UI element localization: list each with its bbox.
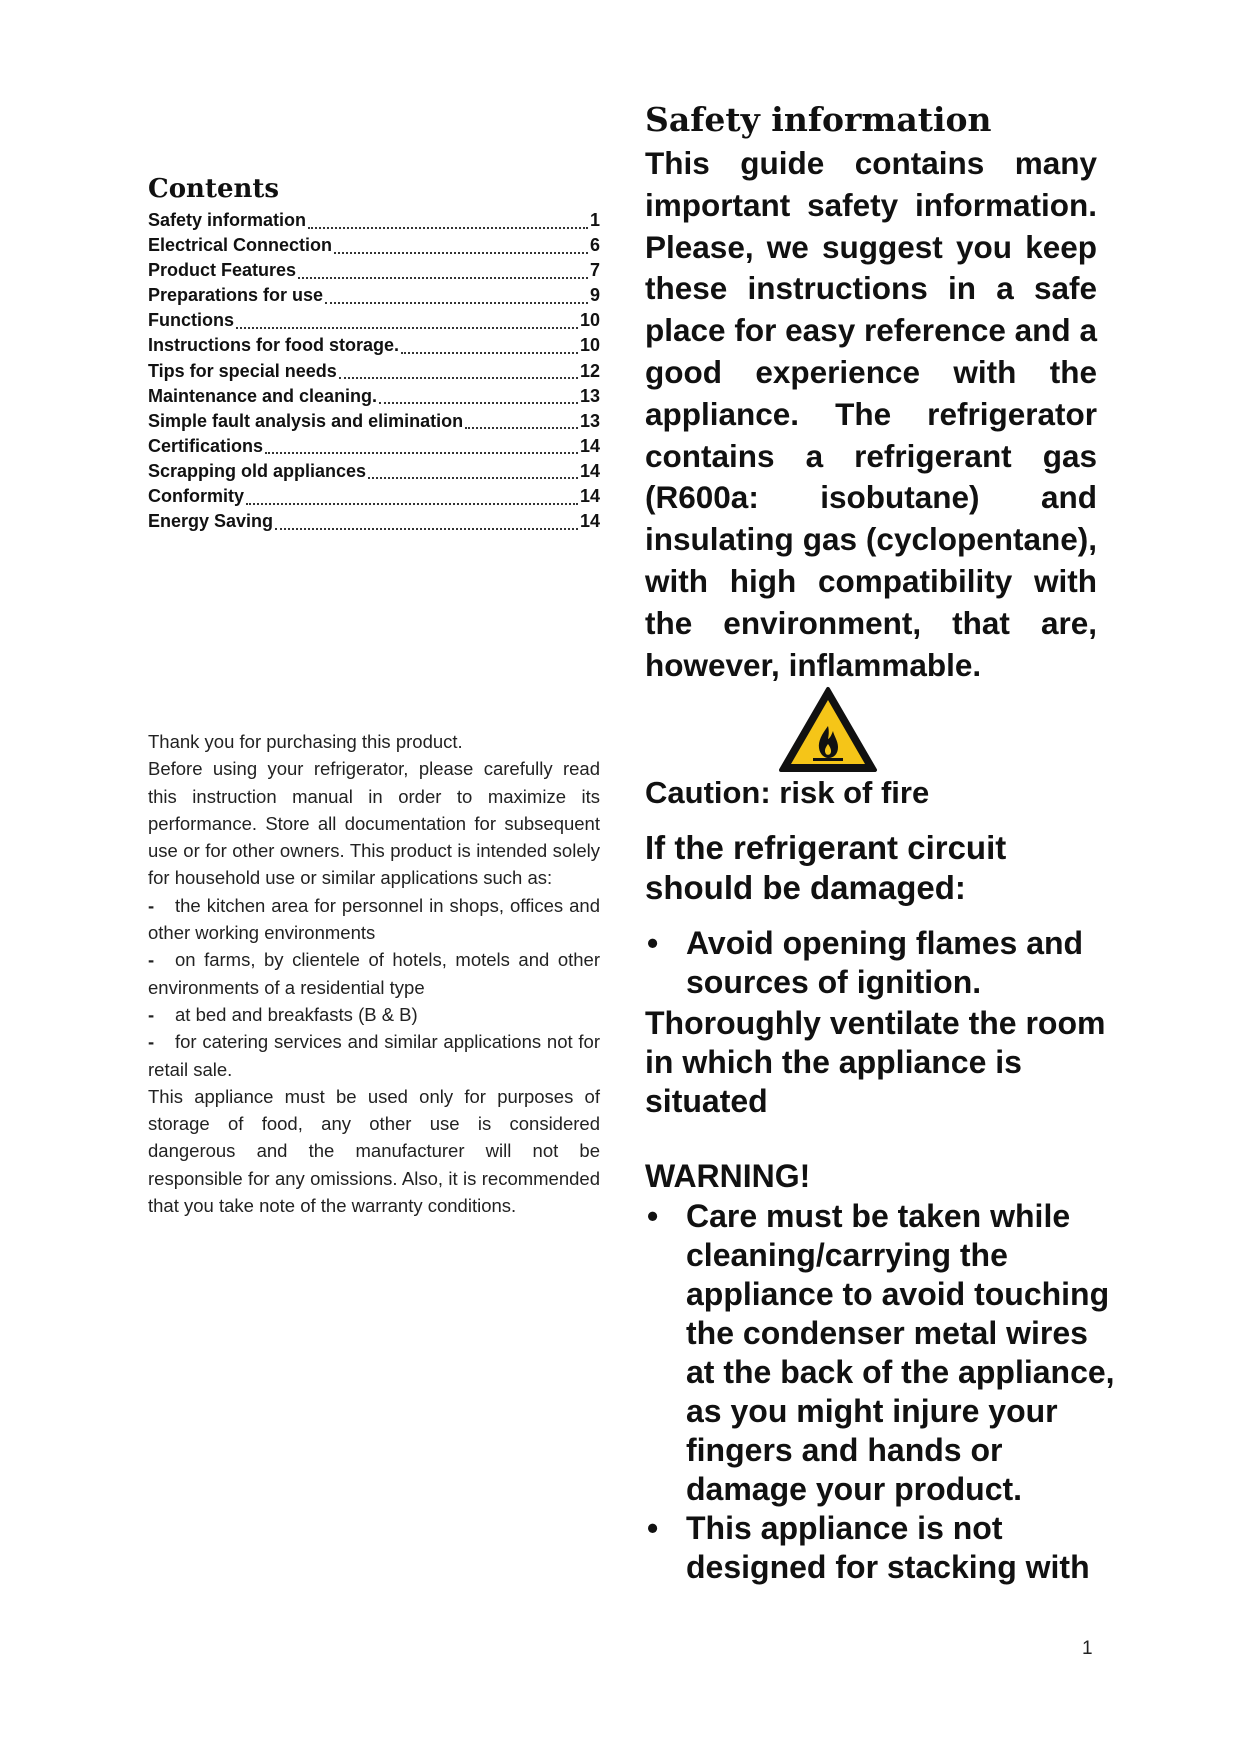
toc-item-maintenance-cleaning[interactable] [148,386,600,411]
dash-bullet: - [148,1003,155,1025]
toc-item-tips-special-needs[interactable] [148,361,600,386]
toc-item-product-features[interactable] [148,260,600,285]
dash-bullet: - [148,1031,155,1053]
toc-leader-dots [298,277,588,279]
toc-leader-dots [339,377,578,379]
toc-label: Electrical Connection [148,235,333,256]
page-number: 1 [1082,1638,1093,1659]
warning-text: Care must be taken while cleaning/carrying the appliance to avoid touching the condenser metal wires at the back of the appliance, as you might injure your fingers and hands or damage your product. [686,1198,1115,1507]
toc-item-conformity[interactable] [148,486,600,511]
contents-title: Contents [148,174,280,204]
ventilate-text: Thoroughly ventilate the room in which the appliance is situated [645,1005,1106,1119]
list-item [645,1509,1115,1587]
toc-label: Maintenance and cleaning. [148,385,378,406]
toc-label: Preparations for use [148,285,324,306]
toc-page-number: 10 [579,310,600,331]
toc-label: Product Features [148,260,297,281]
toc-item-food-storage[interactable] [148,335,600,360]
toc-leader-dots [275,528,578,530]
toc-leader-dots [236,327,578,329]
dash-bullet: - [148,894,155,916]
toc-label: Safety information [148,210,307,230]
warning-list [645,1197,1115,1587]
warning-text: This appliance is not designed for stacking with [686,1510,1090,1585]
table-of-contents [148,210,600,536]
toc-page-number: 14 [579,435,600,456]
toc-label: Tips for special needs [148,360,337,381]
toc-leader-dots [379,402,578,404]
toc-label: Simple fault analysis and elimination [148,410,464,431]
toc-leader-dots [334,252,588,254]
toc-page-number: 1 [589,210,600,230]
toc-page-number: 9 [589,285,600,306]
toc-leader-dots [308,227,588,229]
toc-leader-dots [401,352,578,354]
toc-label: Instructions for food storage. [148,335,400,356]
toc-label: Scrapping old appliances [148,460,367,481]
toc-leader-dots [246,503,578,505]
toc-item-energy-saving[interactable] [148,511,600,536]
intro-text [148,728,600,1219]
toc-item-fault-analysis[interactable] [148,411,600,436]
toc-page-number: 10 [579,335,600,356]
intro-bullet [148,892,600,947]
intro-bullet [148,1001,600,1028]
warning-title: WARNING! [645,1158,811,1194]
intro-bullet-text: at bed and breakfasts (B & B) [175,1003,418,1025]
toc-page-number: 7 [589,260,600,281]
toc-label: Certifications [148,435,264,456]
toc-item-functions[interactable] [148,310,600,335]
toc-item-electrical-connection[interactable] [148,235,600,260]
toc-leader-dots [265,452,578,454]
toc-page-number: 14 [579,511,600,532]
toc-label: Conformity [148,486,244,507]
safety-heading: Safety information [645,100,992,139]
intro-bullet [148,946,600,1001]
toc-item-scrapping[interactable] [148,461,600,486]
toc-page-number: 14 [579,486,600,507]
toc-page-number: 13 [579,385,600,406]
toc-leader-dots [325,302,588,304]
toc-label: Functions [148,310,234,331]
toc-page-number: 6 [589,235,600,256]
intro-bullet [148,1028,600,1083]
toc-leader-dots [368,477,578,479]
closing-paragraph: This appliance must be used only for purposes of storage of food, any other use is considered dangerous and the manufacturer will not be responsible for any omissions. Also, it is recommended that you take note of the warranty conditions. [148,1085,600,1217]
toc-page-number: 14 [579,460,600,481]
damaged-heading: If the refrigerant circuit should be damaged: [645,829,1007,906]
toc-page-number: 12 [579,360,600,381]
intro-bullet-text: the kitchen area for personnel in shops, offices and other working environments [148,894,600,944]
thanks-line: Thank you for purchasing this product. [148,731,463,752]
intro-bullet-text: on farms, by clientele of hotels, motels and other environments of a residential type [148,949,600,998]
list-item [645,924,1115,1002]
intro-paragraph: Before using your refrigerator, please carefully read this instruction manual in order to maximize its performance. Store all documentation for subsequent use or for other owners. This product is intended solely for household use or similar applications such as: [148,758,600,889]
flammable-warning-triangle-icon [778,686,878,774]
intro-bullet-text: for catering services and similar applications not for retail sale. [148,1031,600,1080]
toc-item-safety-information[interactable] [148,210,600,235]
toc-item-certifications[interactable] [148,436,600,461]
avoid-text: Avoid opening flames and sources of ignition. [686,925,1084,1000]
avoid-list [645,924,1115,1002]
dash-bullet: - [148,949,155,971]
list-item [645,1197,1115,1509]
toc-leader-dots [465,427,578,429]
safety-body: This guide contains many important safety information. Please, we suggest you keep these instructions in a safe place for easy reference and a good experience with the appliance. The refrigerator contains a refrigerant gas (R600a: isobutane) and insulating gas (cyclopentane), with high compatibility with the environment, that are, however, inflammable. [645,145,1097,683]
caution-heading: Caution: risk of fire [645,775,930,810]
toc-item-preparations-for-use[interactable] [148,285,600,310]
toc-label: Energy Saving [148,511,274,532]
toc-page-number: 13 [579,410,600,431]
